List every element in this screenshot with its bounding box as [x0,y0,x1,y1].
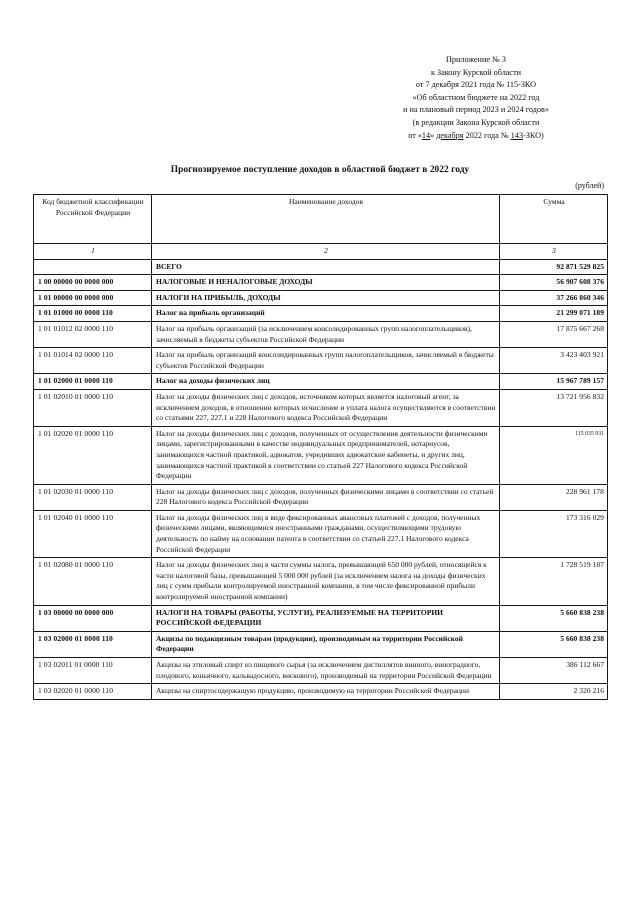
header-edition-number: 143 [510,130,524,140]
row-code [34,259,152,275]
row-name: ВСЕГО [152,259,500,275]
row-name: Акцизы на спиртосодержащую продукцию, производимую на территории Российской Федерации [152,684,500,700]
budget-table [33,194,608,700]
row-sum: 37 266 860 346 [500,290,608,306]
row-sum: 3 423 403 921 [500,348,608,374]
row-name: НАЛОГИ НА ТОВАРЫ (РАБОТЫ, УСЛУГИ), РЕАЛИЗУЕМЫЕ НА ТЕРРИТОРИИ РОССИЙСКОЙ ФЕДЕРАЦИИ [152,605,500,631]
row-sum: 92 871 529 825 [500,259,608,275]
row-code: 1 03 02020 01 0000 110 [34,684,152,700]
table-header-row [34,195,608,244]
header-edition-month: декабря [436,130,464,140]
row-name: Налог на доходы физических лиц [152,374,500,390]
table-row [34,426,608,484]
row-name: Налог на прибыль организаций консолидированных групп налогоплательщиков, зачисляемый в бюджеты субъектов Российской Федерации [152,348,500,374]
column-number-2: 2 [152,244,500,260]
row-code: 1 01 02030 01 0000 110 [34,484,152,510]
row-sum: 5 660 838 238 [500,605,608,631]
row-code: 1 01 02020 01 0000 110 [34,426,152,484]
row-sum: 173 316 029 [500,510,608,557]
row-sum: 15 967 789 157 [500,374,608,390]
table-row [34,510,608,557]
row-code: 1 00 00000 00 0000 000 [34,275,152,291]
row-name: Налог на доходы физических лиц в виде фиксированных авансовых платежей с доходов, полученных физическими лицами, являющимися иностранными гражданами, осуществляющими трудовую деятельность по найму на основании патента в соответствии со статьей 227.1 Налогового кодекса Российской Федерации [152,510,500,557]
row-sum: 115 035 931 [500,426,608,484]
row-name: НАЛОГИ НА ПРИБЫЛЬ, ДОХОДЫ [152,290,500,306]
header-edition-day: 14 [421,130,431,140]
column-number-1: 1 [34,244,152,260]
row-sum: 5 660 838 238 [500,631,608,657]
row-name: Налог на доходы физических лиц с доходов, полученных физическими лицами в соответствии со статьей 228 Налогового кодекса Российской Федерации [152,484,500,510]
row-code: 1 03 02011 01 0000 110 [34,658,152,684]
row-sum: 56 907 608 376 [500,275,608,291]
table-row [34,389,608,426]
table-row [34,290,608,306]
row-name: Акцизы на этиловый спирт из пищевого сырья (за исключением дистиллятов винного, виноградного, плодового, коньячного, кальвадосного, вискового), производимый на территории Российской Федерации [152,658,500,684]
row-sum: 17 875 667 268 [500,321,608,347]
row-name: Налог на доходы физических лиц в части суммы налога, превышающей 650 000 рублей, относящейся к части налоговой базы, превышающей 5 000 000 рублей (за исключением налога на доходы физических лиц с сумм прибыли контролируемой иностранной компании, в том числе фиксированной прибыли контролируемой иностранной компании) [152,558,500,605]
row-sum: 2 320 216 [500,684,608,700]
column-header-name: Наименование доходов [152,195,500,244]
row-code: 1 03 02000 01 0000 110 [34,631,152,657]
header-line-2: к Закону Курской области [430,67,522,77]
header-edition-mid: » [430,130,437,140]
table-row [34,321,608,347]
row-name: Налог на доходы физических лиц с доходов, источником которых является налоговый агент, за исключением доходов, в отношении которых исчисление и уплата налога осуществляются в соответствии со статьями 227, 227.1 и 228 Налогового кодекса Российской Федерации [152,389,500,426]
row-name: НАЛОГОВЫЕ И НЕНАЛОГОВЫЕ ДОХОДЫ [152,275,500,291]
column-header-sum: Сумма [500,195,608,244]
table-row [34,259,608,275]
row-code: 1 01 02040 01 0000 110 [34,510,152,557]
table-row [34,558,608,605]
document-header-block [340,54,612,142]
row-code: 1 01 01012 02 0000 110 [34,321,152,347]
row-sum: 228 961 178 [500,484,608,510]
table-row [34,484,608,510]
table-body [34,259,608,699]
row-code: 1 03 00000 00 0000 000 [34,605,152,631]
table-column-number-row [34,244,608,260]
header-edition-suffix: -ЗКО) [523,130,544,140]
header-line-3: от 7 декабря 2021 года № 115-ЗКО [415,80,537,90]
table-row [34,306,608,322]
table-row [34,348,608,374]
header-line-6: (в редакции Закона Курской области [412,117,540,127]
page-title: Прогнозируемое поступление доходов в областной бюджет в 2022 году [170,165,470,175]
header-line-1: Приложение № 3 [446,55,506,64]
header-edition-mid2: 2022 года № [463,130,511,140]
row-code: 1 01 01014 02 0000 110 [34,348,152,374]
row-name: Акцизы по подакцизным товарам (продукции), производимым на территории Российской Федерации [152,631,500,657]
table-row [34,658,608,684]
table-row [34,631,608,657]
header-line-7 [340,130,612,143]
budget-table-wrapper [33,194,607,700]
header-line-5: и на плановый период 2023 и 2024 годов» [403,105,549,115]
table-row [34,605,608,631]
row-code: 1 01 01000 00 0000 110 [34,306,152,322]
column-number-3: 3 [500,244,608,260]
row-name: Налог на доходы физических лиц с доходов, полученных от осуществления деятельности физическими лицами, зарегистрированными в качестве индивидуальных предпринимателей, нотариусов, занимающихся частной практикой, адвокатов, учредивших адвокатские кабинеты, и других лиц, занимающихся частной практикой в соответствии со статьей 227 Налогового кодекса Российской Федерации [152,426,500,484]
row-name: Налог на прибыль организаций [152,306,500,322]
row-code: 1 01 02010 01 0000 110 [34,389,152,426]
table-header [34,195,608,260]
header-line-4: «Об областном бюджете на 2022 год [412,92,540,102]
row-code: 1 01 02080 01 0000 110 [34,558,152,605]
row-sum: 21 299 071 189 [500,306,608,322]
row-sum: 13 721 956 832 [500,389,608,426]
table-row [34,275,608,291]
row-sum: 386 112 667 [500,658,608,684]
row-code: 1 01 02000 01 0000 110 [34,374,152,390]
column-header-code: Код бюджетной классификации Российской Федерации [34,195,152,244]
row-sum: 1 728 519 187 [500,558,608,605]
header-edition-prefix: от « [408,130,422,140]
units-note: (рублей) [575,181,604,190]
table-row [34,374,608,390]
row-name: Налог на прибыль организаций (за исключением консолидированных групп налогоплательщиков), зачисляемый в бюджеты субъектов Российской Федерации [152,321,500,347]
table-row [34,684,608,700]
row-code: 1 01 00000 00 0000 000 [34,290,152,306]
